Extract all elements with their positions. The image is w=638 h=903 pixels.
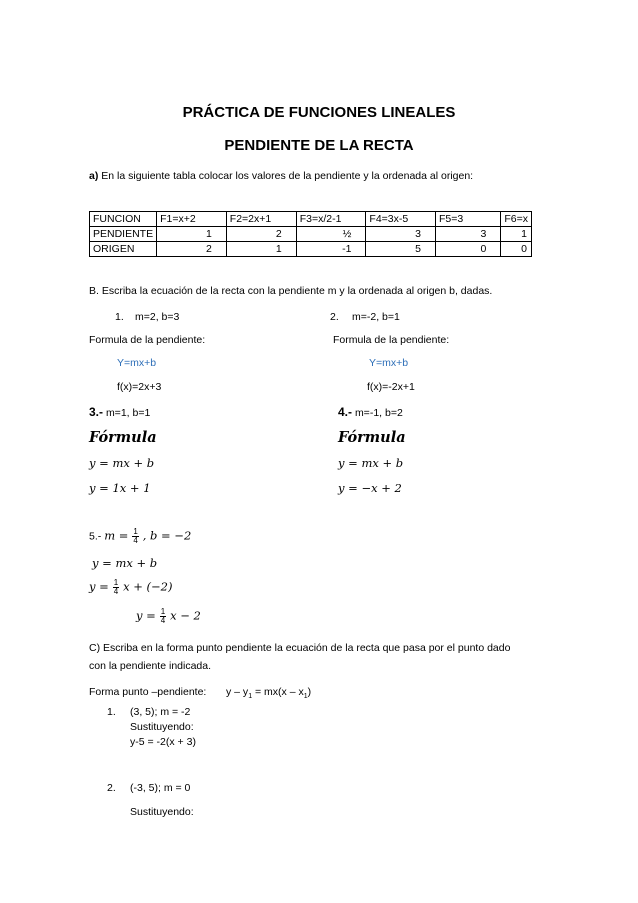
section-c-form-label: Forma punto –pendiente: [89, 686, 207, 698]
table-cell: 5 [366, 242, 436, 257]
table-row [90, 227, 532, 242]
table-header-cell: F2=2x+1 [226, 212, 296, 227]
page-subtitle: PENDIENTE DE LA RECTA [224, 137, 414, 154]
item-5-fraction [132, 528, 138, 545]
item-5-params [89, 528, 191, 545]
item-2-params: m=-2, b=1 [352, 311, 400, 323]
item-5-b-part: , b = −2 [142, 528, 192, 543]
item-5-eq2-rhs: x + (−2) [123, 579, 173, 594]
c-item-2-substitute-label: Sustituyendo: [130, 806, 194, 818]
table-cell: 2 [157, 242, 227, 257]
c-item-2-number: 2. [107, 782, 116, 794]
fraction-numerator: 1 [113, 578, 119, 587]
item-4-heading: Fórmula [338, 429, 406, 446]
item-3-number: 3.- [89, 405, 104, 419]
table-cell: PENDIENTE [90, 227, 157, 242]
table-cell: 1 [157, 227, 227, 242]
item-2-number: 2. [330, 311, 339, 323]
fraction-numerator: 1 [133, 527, 138, 536]
table-header-cell: F1=x+2 [157, 212, 227, 227]
item-5-eq2 [89, 579, 172, 596]
item-5-eq2-fraction [113, 579, 119, 596]
section-b-instruction: B. Escriba la ecuación de la recta con la pendiente m y la ordenada al origen b, dadas. [89, 285, 493, 297]
item-4-number: 4.- [338, 405, 353, 419]
item-5-m-lhs: m = [104, 528, 129, 543]
table-cell: 3 [366, 227, 436, 242]
form-eq-part-b: = mx(x – x [252, 686, 304, 698]
form-eq-part-a: y – y [226, 686, 249, 698]
form-eq-subscript: 1 [303, 693, 308, 701]
section-c-form-equation [226, 686, 311, 700]
item-4-header [338, 405, 403, 419]
section-a-label: a) [89, 170, 99, 182]
table-cell: 1 [501, 227, 532, 242]
c-item-2-point: (-3, 5); m = 0 [130, 782, 191, 794]
table-cell: 3 [435, 227, 500, 242]
table-cell: ½ [296, 227, 366, 242]
table-header-cell: F3=x/2-1 [296, 212, 366, 227]
item-1-formula-label: Formula de la pendiente: [89, 334, 206, 346]
functions-table [89, 211, 532, 257]
item-5-eq3-fraction [160, 608, 166, 625]
table-cell: ORIGEN [90, 242, 157, 257]
section-a-text: En la siguiente tabla colocar los valores de la pendiente y la ordenada al origen: [101, 170, 474, 182]
section-a-instruction [89, 170, 473, 182]
item-1-number: 1. [115, 311, 124, 323]
section-c-line1: C) Escriba en la forma punto pendiente la ecuación de la recta que pasa por el punto dado [89, 642, 511, 654]
item-4-eq1: y = mx + b [338, 456, 404, 470]
item-5-eq3-rhs: x − 2 [170, 608, 201, 623]
item-5-eq2-lhs: y = [89, 579, 109, 594]
fraction-numerator: 1 [160, 607, 166, 616]
item-1-params: m=2, b=3 [135, 311, 180, 323]
item-3-heading: Fórmula [89, 429, 157, 446]
item-5-eq3-lhs: y = [136, 608, 156, 623]
table-header-row [90, 212, 532, 227]
item-3-eq2: y = 1x + 1 [89, 481, 151, 495]
item-5-eq3 [136, 608, 201, 625]
section-c-line2: con la pendiente indicada. [89, 660, 212, 672]
item-2-formula-label: Formula de la pendiente: [333, 334, 450, 346]
item-2-formula: Y=mx+b [369, 357, 409, 369]
item-3-header [89, 405, 150, 419]
item-3-params: m=1, b=1 [105, 407, 151, 419]
c-item-1-point: (3, 5); m = -2 [130, 706, 191, 718]
item-1-formula: Y=mx+b [117, 357, 157, 369]
item-5-eq1: y = mx + b [92, 556, 158, 570]
c-item-1-number: 1. [107, 706, 116, 718]
table-header-cell: F4=3x-5 [366, 212, 436, 227]
item-3-eq1: y = mx + b [89, 456, 155, 470]
table-header-cell: F5=3 [435, 212, 500, 227]
item-4-eq2: y = −x + 2 [338, 481, 402, 495]
page-title: PRÁCTICA DE FUNCIONES LINEALES [182, 104, 456, 121]
item-2-result: f(x)=-2x+1 [367, 381, 415, 393]
fraction-denominator: 4 [160, 616, 166, 625]
fraction-denominator: 4 [113, 587, 119, 596]
table-header-cell: FUNCION [90, 212, 157, 227]
table-header-cell: F6=x [501, 212, 532, 227]
c-item-1-substitute-label: Sustituyendo: [130, 721, 194, 733]
table-cell: 0 [501, 242, 532, 257]
table-row [90, 242, 532, 257]
table-cell: 2 [226, 227, 296, 242]
c-item-1-result: y-5 = -2(x + 3) [130, 736, 196, 748]
table-cell: 0 [435, 242, 500, 257]
item-5-prefix: 5.- [89, 530, 102, 543]
fraction-denominator: 4 [133, 536, 138, 545]
form-eq-subscript: 1 [248, 693, 253, 701]
table-cell: 1 [226, 242, 296, 257]
table-cell: -1 [296, 242, 366, 257]
item-1-result: f(x)=2x+3 [117, 381, 162, 393]
form-eq-part-c: ) [307, 686, 312, 698]
item-4-params: m=-1, b=2 [354, 407, 403, 419]
